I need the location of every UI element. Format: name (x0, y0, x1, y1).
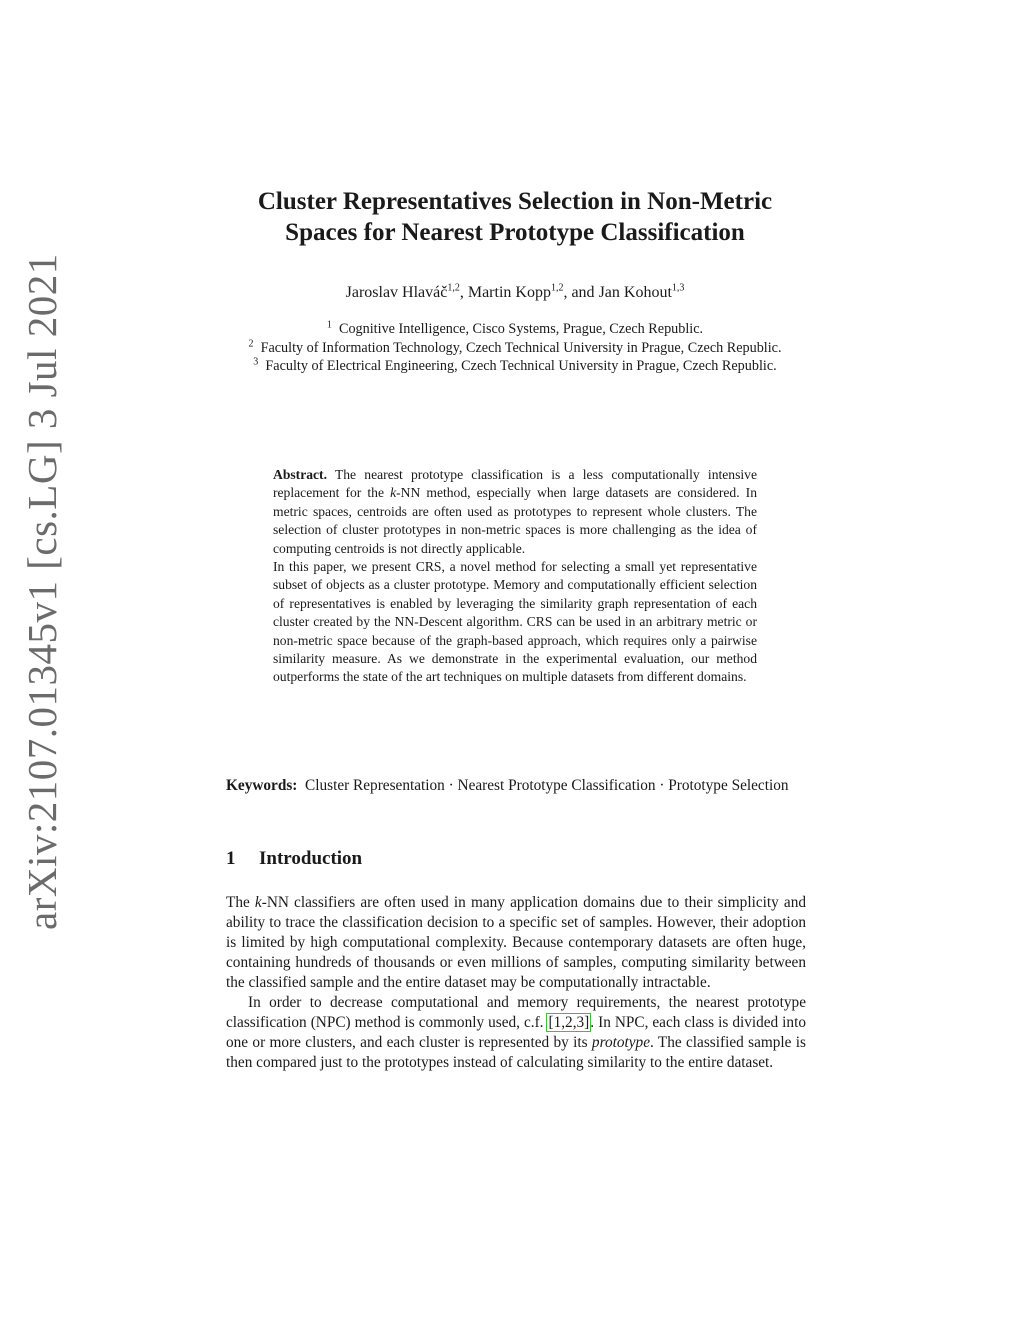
paper-title (180, 186, 850, 248)
emphasis-prototype: prototype (591, 1034, 650, 1051)
author-separator: , (459, 284, 468, 301)
body-text: In order to decrease computational and memory requirements, the nearest prototype classification (NPC) method is commonly used, c.f. (226, 994, 806, 1031)
abstract (273, 466, 757, 687)
affiliation-number: 2 (248, 337, 254, 349)
citation-link[interactable]: [1,2,3] (548, 1014, 590, 1031)
section-heading (226, 848, 362, 870)
section-title: Introduction (259, 848, 363, 869)
intro-paragraph-1 (226, 893, 806, 993)
title-line-1: Cluster Representatives Selection in Non-Metric (257, 188, 773, 215)
author-affil-mark: 1,2 (550, 282, 564, 294)
arxiv-identifier: arXiv:2107.01345v1 [cs.LG] 3 Jul 2021 (19, 253, 65, 930)
affiliation (232, 320, 798, 339)
body-text: -NN classifiers are often used in many application domains due to their simplicity and ability to trace the classification decision to a specific set of samples. However, their adoption is limited by high computational complexity. Because contemporary datasets are often huge, containing hundreds of thousands or even millions of samples, computing similarity between the classified sample and the entire dataset may be computationally intractable. (226, 894, 806, 991)
affiliation-text: Faculty of Electrical Engineering, Czech Technical University in Prague, Czech Republic. (265, 358, 777, 374)
abstract-text: -NN method, especially when large datasets are considered. In metric spaces, centroids are often used as prototypes to represent whole clusters. The selection of cluster prototypes in non-metric spaces is more challenging as the idea of computing centroids is not directly applicable. (273, 485, 757, 556)
affiliation-number: 1 (326, 319, 332, 331)
body-text: The (226, 894, 255, 911)
author-list (180, 284, 850, 302)
author-affil-mark: 1,3 (671, 282, 685, 294)
keywords (226, 776, 806, 796)
introduction-body (226, 893, 806, 1073)
affiliation-text: Cognitive Intelligence, Cisco Systems, Prague, Czech Republic. (339, 321, 704, 337)
body-text: . The classified sample is then compared just to the prototypes instead of calculating similarity to the entire dataset. (226, 1034, 806, 1071)
author-name: Jaroslav Hlaváč (345, 284, 448, 301)
abstract-label: Abstract. (273, 467, 327, 482)
author-name: Jan Kohout (598, 284, 672, 301)
abstract-paragraph-2: In this paper, we present CRS, a novel method for selecting a small yet representative subset of objects as a cluster prototype. Memory and computationally efficient selection of representatives is enabled by leveraging the similarity graph representation of each cluster created by the NN-Descent algorithm. CRS can be used in an arbitrary metric or non-metric space because of the graph-based approach, which requires only a pairwise similarity measure. As we demonstrate in the experimental evaluation, our method outperforms the state of the art techniques on multiple datasets from different domains. (273, 559, 757, 685)
keywords-label: Keywords: (226, 777, 298, 794)
section-number: 1 (226, 848, 236, 869)
abstract-paragraph-1 (273, 466, 757, 558)
author-separator: , and (563, 284, 599, 301)
keywords-text: Cluster Representation · Nearest Prototype Classification · Prototype Selection (305, 777, 789, 794)
title-line-2: Spaces for Nearest Prototype Classification (285, 219, 745, 246)
affiliation-text: Faculty of Information Technology, Czech Technical University in Prague, Czech Republic. (260, 339, 782, 356)
affiliation-number: 3 (253, 356, 259, 368)
author-name: Martin Kopp (467, 284, 551, 301)
affiliations (232, 320, 798, 376)
author-affil-mark: 1,2 (447, 282, 460, 294)
abstract-text: The nearest prototype classification is a less computationally intensive replacement for the (273, 467, 757, 501)
body-text: . In NPC, each class is divided into one or more clusters, and each cluster is represented by its (226, 1014, 806, 1051)
abstract-math-k: k (390, 485, 397, 501)
math-k: k (254, 894, 262, 911)
affiliation (232, 357, 798, 376)
affiliation (232, 339, 798, 358)
intro-paragraph-2 (226, 993, 806, 1073)
